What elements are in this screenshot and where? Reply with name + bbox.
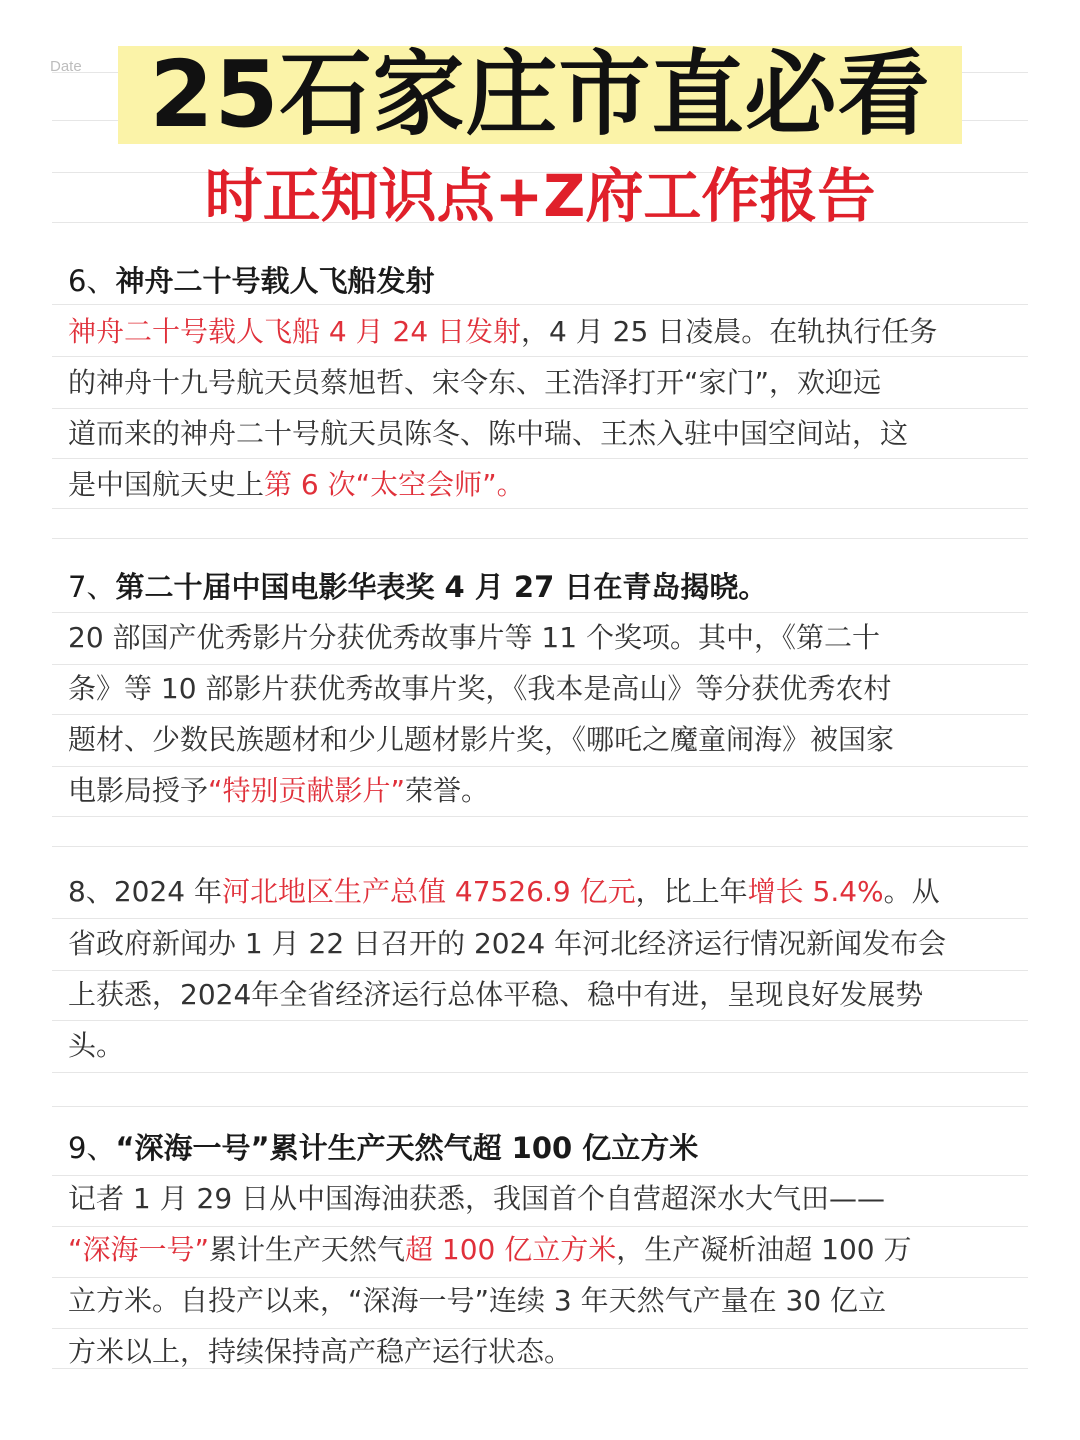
date-label: Date: [50, 58, 82, 75]
ruled-line: [52, 538, 1028, 539]
body-line: 20 部国产优秀影片分获优秀故事片等 11 个奖项。其中，《第二十: [68, 621, 880, 654]
ruled-line: [52, 1072, 1028, 1073]
news-section-6: [68, 256, 1018, 510]
section-heading: 7、第二十届中国电影华表奖 4 月 27 日在青岛揭晓。: [68, 570, 768, 604]
section-heading: 9、“深海一号”累计生产天然气超 100 亿立方米: [68, 1131, 699, 1165]
body-line: 电影局授予“特别贡献影片”荣誉。: [68, 774, 490, 807]
ruled-line: [52, 816, 1028, 817]
body-line: 的神舟十九号航天员蔡旭哲、宋令东、王浩泽打开“家门”，欢迎远: [68, 366, 882, 399]
body-line: 立方米。自投产以来，“深海一号”连续 3 年天然气产量在 30 亿立: [68, 1284, 887, 1317]
section-lead-line: 8、2024 年河北地区生产总值 47526.9 亿元，比上年增长 5.4%。从: [68, 875, 940, 908]
news-section-7: [68, 562, 1018, 816]
body-line: 条》等 10 部影片获优秀故事片奖，《我本是高山》等分获优秀农村: [68, 672, 892, 705]
page-subtitle: 时正知识点+Z府工作报告: [204, 162, 876, 230]
page-title: 25石家庄市直必看: [149, 41, 931, 148]
section-heading: 6、神舟二十号载人飞船发射: [68, 264, 435, 298]
body-line: 头。: [68, 1029, 125, 1062]
news-section-8: [68, 866, 1018, 1071]
body-line: 记者 1 月 29 日从中国海油获悉，我国首个自营超深水大气田——: [68, 1182, 886, 1215]
body-line: 方米以上，持续保持高产稳产运行状态。: [68, 1335, 573, 1368]
body-line: “深海一号”累计生产天然气超 100 亿立方米，生产凝析油超 100 万: [68, 1233, 912, 1266]
body-line: 神舟二十号载人飞船 4 月 24 日发射，4 月 25 日凌晨。在轨执行任务: [68, 315, 938, 348]
body-line: 上获悉，2024年全省经济运行总体平稳、稳中有进，呈现良好发展势: [68, 978, 924, 1011]
ruled-line: [52, 846, 1028, 847]
body-line: 道而来的神舟二十号航天员陈冬、陈中瑞、王杰入驻中国空间站，这: [68, 417, 909, 450]
body-line: 是中国航天史上第 6 次“太空会师”。: [68, 468, 525, 501]
news-section-9: [68, 1123, 1018, 1377]
ruled-line: [52, 1106, 1028, 1107]
body-line: 题材、少数民族题材和少儿题材影片奖，《哪吒之魔童闹海》被国家: [68, 723, 895, 756]
body-line: 省政府新闻办 1 月 22 日召开的 2024 年河北经济运行情况新闻发布会: [68, 927, 947, 960]
